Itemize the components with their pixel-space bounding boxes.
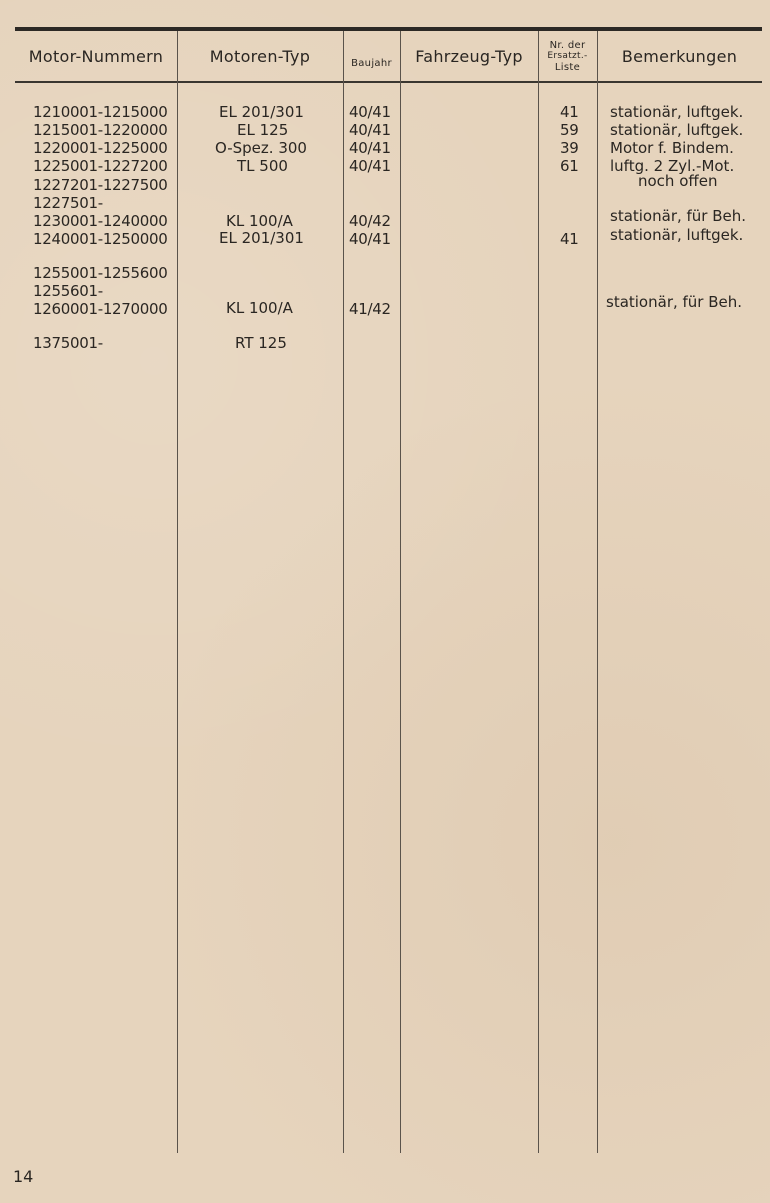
cell-bemerkung: stationär, luftgek.: [610, 226, 744, 244]
cell-nummern: 1227201-1227500: [33, 176, 168, 194]
cell-nummern: 1215001-1220000: [33, 121, 168, 139]
cell-nummern: 1375001-: [33, 334, 103, 352]
cell-bemerkung: noch offen: [638, 172, 718, 190]
column-divider: [177, 31, 178, 1153]
cell-nummern: 1240001-1250000: [33, 230, 168, 248]
column-divider: [400, 31, 401, 1153]
cell-liste: 61: [560, 157, 579, 175]
cell-nummern: 1210001-1215000: [33, 103, 168, 121]
header-ersatzteil-line2: Ersatzt.-: [547, 50, 588, 61]
column-divider: [343, 31, 344, 1153]
cell-bemerkung: stationär, für Beh.: [610, 207, 747, 225]
cell-nummern: 1255601-: [33, 282, 103, 300]
cell-bemerkung: stationär, luftgek.: [610, 121, 744, 139]
cell-liste: 59: [560, 121, 579, 139]
cell-nummern: 1255001-1255600: [33, 264, 168, 282]
cell-nummern: 1260001-1270000: [33, 300, 168, 318]
page-number: 14: [13, 1167, 34, 1186]
header-baujahr: Baujahr: [351, 57, 392, 69]
header-ersatzteil-line1: Nr. der: [549, 39, 586, 51]
header-bemerkungen: Bemerkungen: [621, 46, 738, 66]
cell-liste: 41: [560, 103, 579, 121]
column-divider: [597, 31, 598, 1153]
cell-typ: TL 500: [237, 157, 288, 175]
cell-typ: EL 125: [237, 121, 289, 139]
cell-typ: EL 201/301: [219, 229, 304, 247]
cell-bemerkung: luftg. 2 Zyl.-Mot.: [610, 157, 735, 175]
header-motor-nummern: Motor-Nummern: [28, 46, 164, 66]
cell-typ: KL 100/A: [226, 299, 293, 317]
cell-liste: 39: [560, 139, 579, 157]
column-divider: [538, 31, 539, 1153]
cell-baujahr: 40/42: [349, 212, 391, 230]
header-ersatzteil-line3: Liste: [554, 61, 581, 73]
cell-baujahr: 40/41: [349, 157, 391, 175]
header-ersatzteil-liste: [538, 31, 597, 81]
header-fahrzeug-typ: Fahrzeug-Typ: [415, 46, 523, 66]
cell-baujahr: 40/41: [349, 230, 391, 248]
cell-baujahr: 40/41: [349, 103, 391, 121]
cell-typ: EL 201/301: [219, 103, 304, 121]
cell-bemerkung: Motor f. Bindem.: [610, 139, 734, 157]
header-motoren-typ: Motoren-Typ: [209, 46, 311, 66]
cell-baujahr: 41/42: [349, 300, 391, 318]
cell-typ: KL 100/A: [226, 212, 293, 230]
cell-nummern: 1227501-: [33, 194, 103, 212]
cell-baujahr: 40/41: [349, 121, 391, 139]
cell-bemerkung: stationär, für Beh.: [606, 293, 743, 311]
cell-nummern: 1225001-1227200: [33, 157, 168, 175]
cell-typ: RT 125: [235, 334, 287, 352]
cell-liste: 41: [560, 230, 579, 248]
cell-nummern: 1230001-1240000: [33, 212, 168, 230]
cell-typ: O-Spez. 300: [215, 139, 307, 157]
cell-baujahr: 40/41: [349, 139, 391, 157]
cell-nummern: 1220001-1225000: [33, 139, 168, 157]
cell-bemerkung: stationär, luftgek.: [610, 103, 744, 121]
